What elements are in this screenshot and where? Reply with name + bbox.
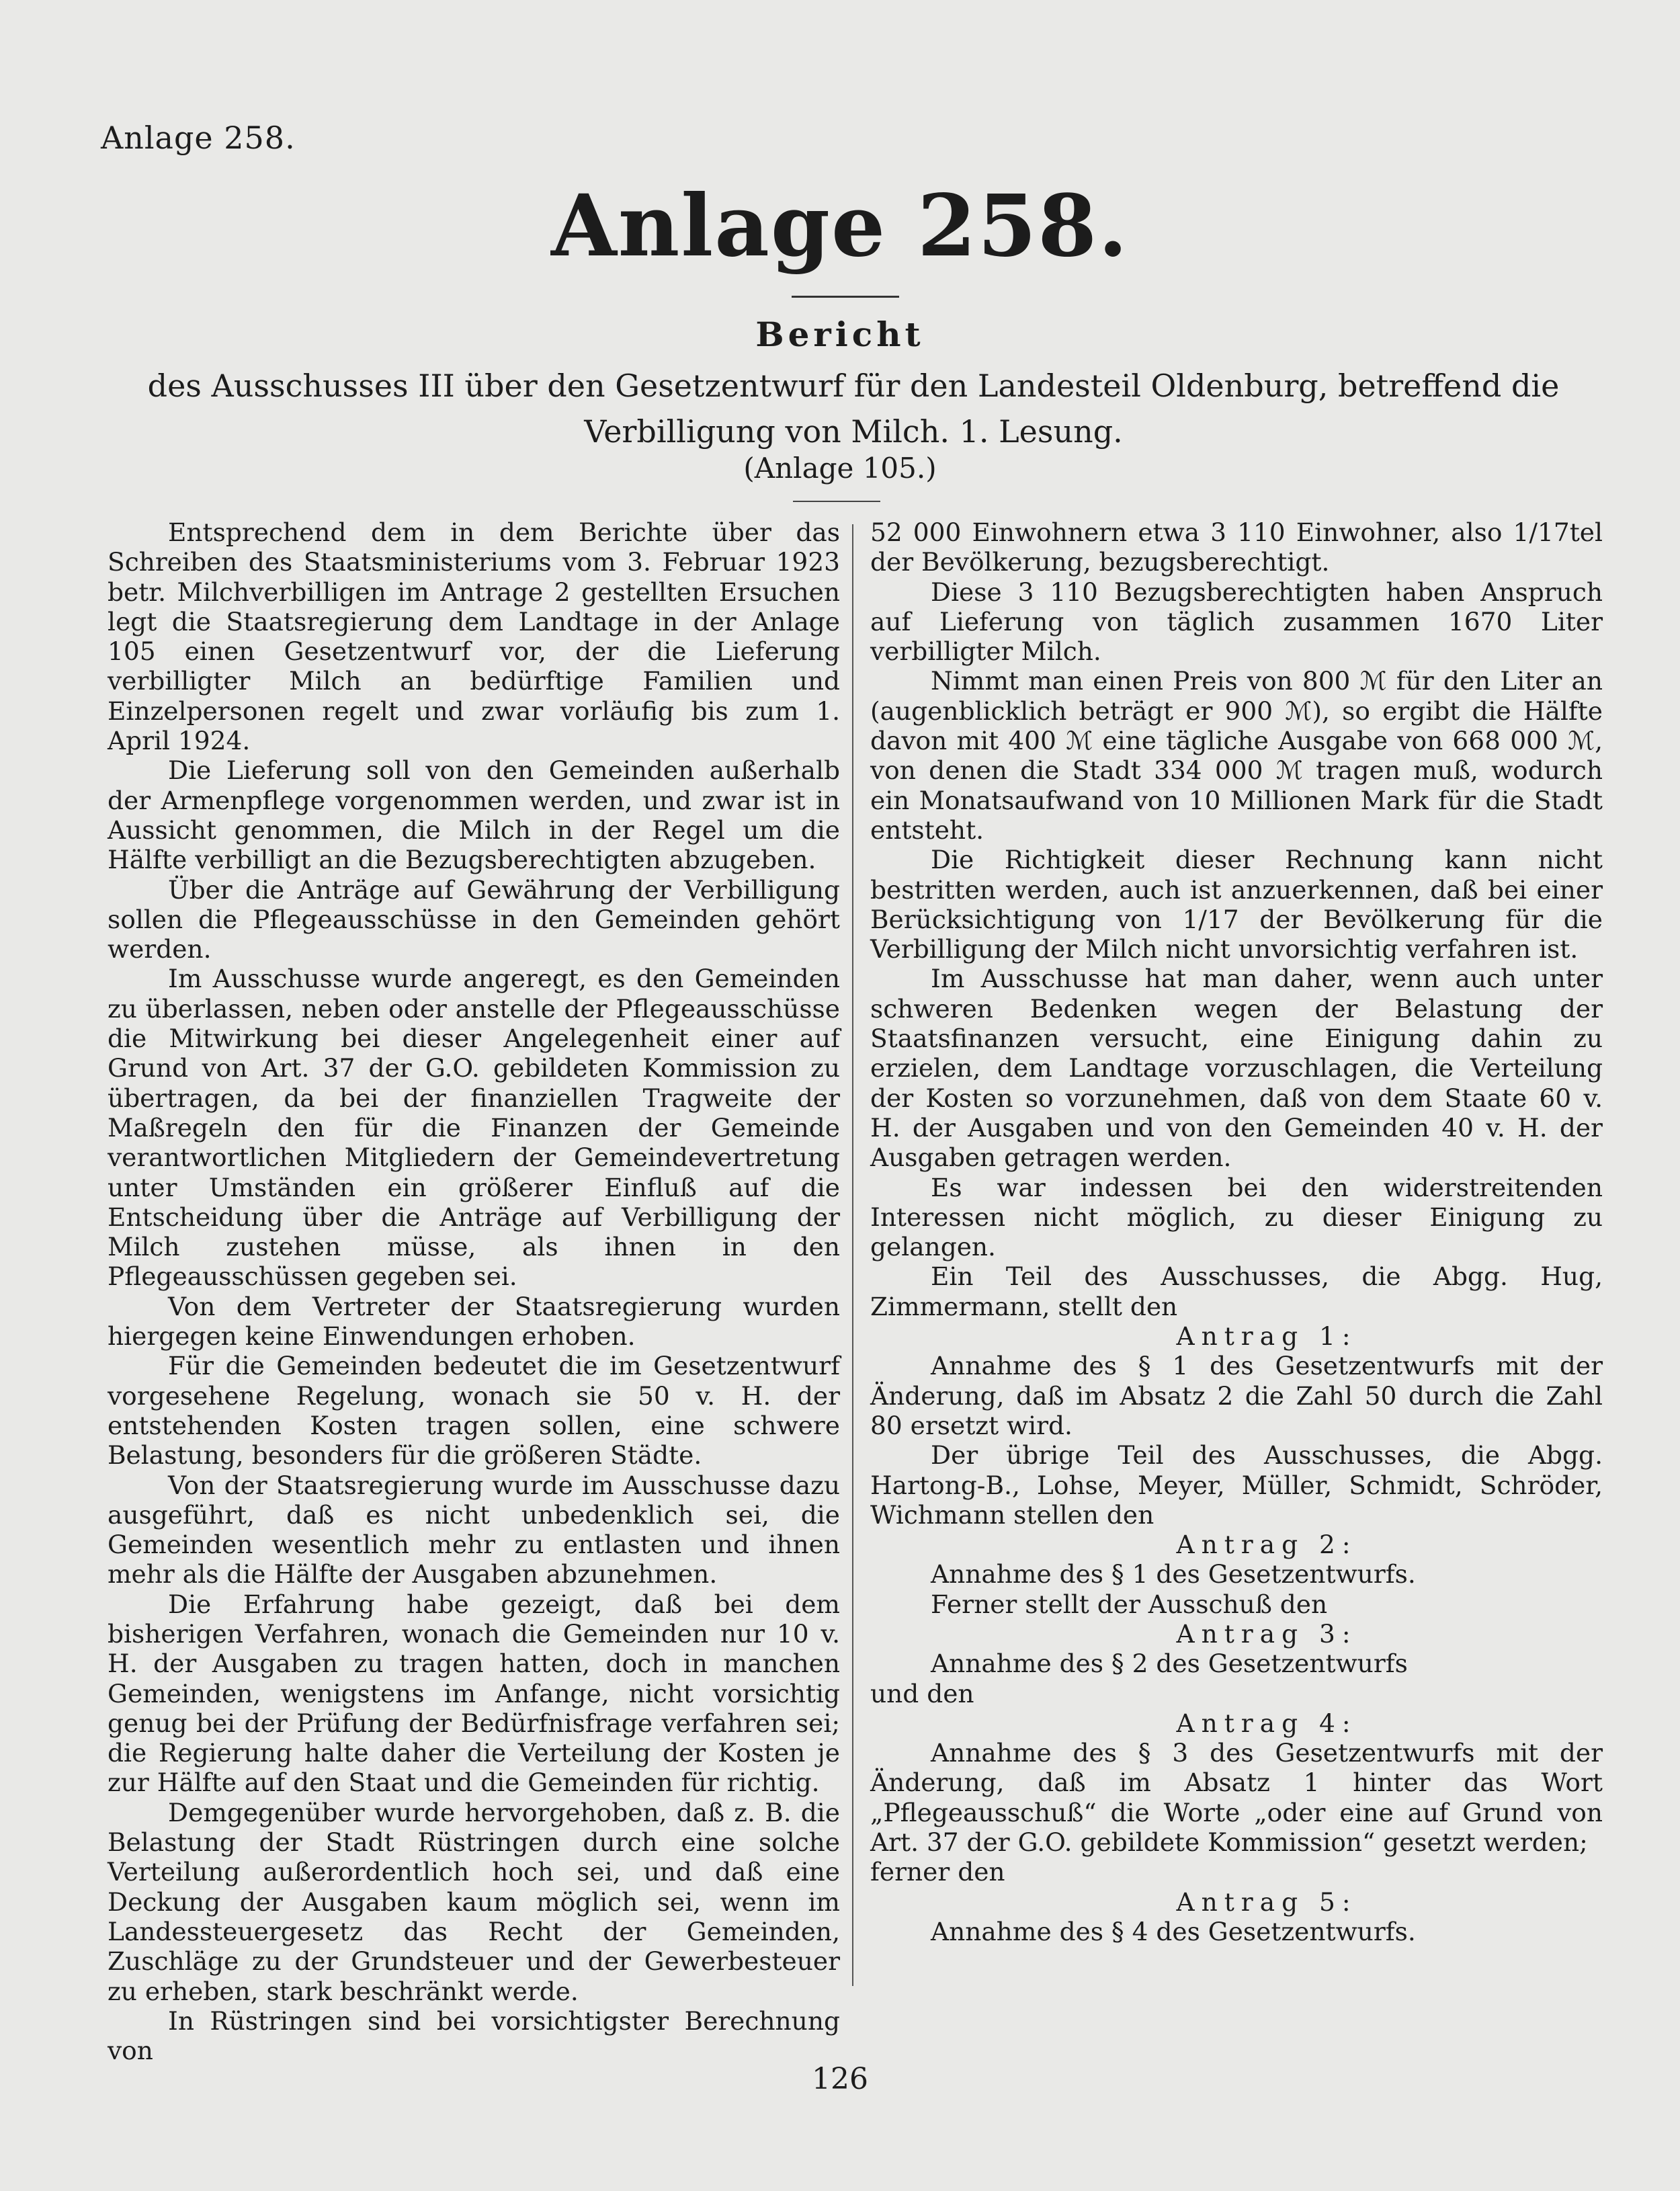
paragraph: Über die Anträge auf Gewährung der Verbilligung sollen die Pflegeausschüsse in den Gemeinden gehört werden.: [108, 874, 840, 964]
report-subtitle: des Ausschusses III über den Gesetzentwurf für den Landesteil Oldenburg, betreffend die Verbilligung von Milch. 1. Lesung.: [147, 368, 1560, 450]
paragraph: Diese 3 110 Bezugsberechtigten haben Anspruch auf Lieferung von täglich zusammen 1670 Liter verbilligter Milch.: [870, 577, 1603, 667]
paragraph: Für die Gemeinden bedeutet die im Gesetzentwurf vorgesehene Regelung, wonach sie 50 v. H. der entstehenden Kosten tragen sollen, eine schwere Belastung, besonders für die größeren Städte.: [108, 1351, 840, 1471]
paragraph: Im Ausschusse wurde angeregt, es den Gemeinden zu überlassen, neben oder anstelle der Pflegeausschüsse die Mitwirkung bei dieser Angelegenheit einer auf Grund von Art. 37 der G.O. gebildeten Kommission zu übertragen, da bei der finanziellen Tragweite der Maßregeln den für die Finanzen der Gemeinde verantwortlichen Mitgliedern der Gemeindevertretung unter Umständen ein größerer Einfluß auf die Entscheidung über die Anträge auf Verbilligung der Milch zustehen müsse, als ihnen in den Pflegeausschüssen gegeben sei.: [108, 964, 840, 1292]
paragraph: Entsprechend dem in dem Berichte über das Schreiben des Staatsministeriums vom 3. Februar 1923 betr. Milchverbilligen im Antrage 2 gestellten Ersuchen legt die Staatsregierung dem Landtage in der Anlage 105 einen Gesetzentwurf vor, der die Lieferung verbilligter Milch an bedürftige Familien und Einzelpersonen regelt und zwar vorläufig bis zum 1. April 1924.: [108, 518, 840, 756]
paragraph: Von dem Vertreter der Staatsregierung wurden hiergegen keine Einwendungen erhoben.: [108, 1291, 840, 1352]
paragraph: 52 000 Einwohnern etwa 3 110 Einwohner, also 1/17tel der Bevölkerung, bezugsberechtigt.: [870, 518, 1603, 577]
report-heading: Bericht: [755, 315, 925, 354]
motion-heading: Antrag 3:: [1176, 1618, 1357, 1649]
left-column: [108, 518, 840, 2065]
paragraph: Im Ausschusse hat man daher, wenn auch unter schweren Bedenken wegen der Belastung der Staatsfinanzen versucht, eine Einigung dahin zu erzielen, dem Landtage vorzuschlagen, die Verteilung der Kosten so vorzunehmen, daß von dem Staate 60 v. H. der Ausgaben und von den Gemeinden 40 v. H. der Ausgaben getragen werden.: [870, 964, 1603, 1173]
motion-heading: Antrag 4:: [1176, 1708, 1357, 1738]
section-rule: [793, 501, 880, 502]
paragraph: Die Lieferung soll von den Gemeinden außerhalb der Armenpflege vorgenommen werden, und zwar ist in Aussicht genommen, die Milch in der Regel um die Hälfte verbilligt an die Bezugsberechtigten abzugeben.: [108, 755, 840, 875]
paragraph: Nimmt man einen Preis von 800 ℳ für den Liter an (augenblicklich beträgt er 900 ℳ), so ergibt die Hälfte davon mit 400 ℳ eine tägliche Ausgabe von 668 000 ℳ, von denen die Stadt 334 000 ℳ tragen muß, wodurch ein Monatsaufwand von 10 Millionen Mark für die Stadt entsteht.: [870, 666, 1603, 845]
motion-text: Annahme des § 4 des Gesetzentwurfs.: [931, 1916, 1416, 1946]
motion-heading: Antrag 2:: [1176, 1530, 1357, 1560]
motion-text: Annahme des § 1 des Gesetzentwurfs mit der Änderung, daß im Absatz 2 die Zahl 50 durch die Zahl 80 ersetzt wird.: [870, 1351, 1603, 1440]
motion-heading: Antrag 1:: [1176, 1321, 1357, 1352]
paragraph: Die Richtigkeit dieser Rechnung kann nicht bestritten werden, auch ist anzuerkennen, daß bei einer Berücksichtigung von 1/17 der Bevölkerung für die Verbilligung der Milch nicht unvorsichtig verfahren ist.: [870, 845, 1603, 964]
page-number: 126: [812, 2062, 868, 2096]
paragraph: Ferner stellt der Ausschuß den: [931, 1589, 1328, 1619]
paragraph: In Rüstringen sind bei vorsichtigster Berechnung von: [108, 2006, 840, 2066]
page-title: Anlage 258.: [551, 176, 1129, 276]
paragraph: Ein Teil des Ausschusses, die Abgg. Hug, Zimmermann, stellt den: [870, 1262, 1603, 1321]
motion-heading: Antrag 5:: [1176, 1887, 1357, 1917]
title-rule: [792, 296, 899, 298]
paragraph: Der übrige Teil des Ausschusses, die Abgg. Hartong-B., Lohse, Meyer, Müller, Schmidt, Schröder, Wichmann stellen den: [870, 1440, 1603, 1530]
paragraph: Von der Staatsregierung wurde im Ausschusse dazu ausgeführt, daß es nicht unbedenklich sei, die Gemeinden wesentlich mehr zu entlasten und ihnen mehr als die Hälfte der Ausgaben abzunehmen.: [108, 1470, 840, 1589]
paragraph: Es war indessen bei den widerstreitenden Interessen nicht möglich, zu dieser Einigung zu gelangen.: [870, 1172, 1603, 1262]
paragraph: Demgegenüber wurde hervorgehoben, daß z. B. die Belastung der Stadt Rüstringen durch eine solche Verteilung außerordentlich hoch sei, und daß eine Deckung der Ausgaben kaum möglich sei, wenn im Landessteuergesetz das Recht der Gemeinden, Zuschläge zu der Grundsteuer und der Gewerbesteuer zu erheben, stark beschränkt werde.: [108, 1797, 840, 2006]
paragraph: und den: [870, 1678, 974, 1708]
right-column: [870, 518, 1603, 1946]
column-divider: [852, 524, 853, 1986]
paragraph: Die Erfahrung habe gezeigt, daß bei dem bisherigen Verfahren, wonach die Gemeinden nur 10 v. H. der Ausgaben zu tragen hatten, doch in manchen Gemeinden, wenigstens im Anfange, nicht vorsichtig genug bei der Prüfung der Bedürfnisfrage verfahren sei; die Regierung halte daher die Verteilung der Kosten je zur Hälfte auf den Staat und die Gemeinden für richtig.: [108, 1589, 840, 1798]
motion-text: Annahme des § 3 des Gesetzentwurfs mit der Änderung, daß im Absatz 1 hinter das Wort „Pflegeausschuß“ die Worte „oder eine auf Grund von Art. 37 der G.O. gebildete Kommission“ gesetzt werden;: [870, 1738, 1603, 1858]
paragraph: ferner den: [870, 1857, 1005, 1887]
running-head: Anlage 258.: [101, 120, 296, 156]
motion-text: Annahme des § 1 des Gesetzentwurfs.: [931, 1559, 1416, 1589]
motion-text: Annahme des § 2 des Gesetzentwurfs: [931, 1649, 1408, 1679]
reference-note: (Anlage 105.): [743, 452, 937, 485]
